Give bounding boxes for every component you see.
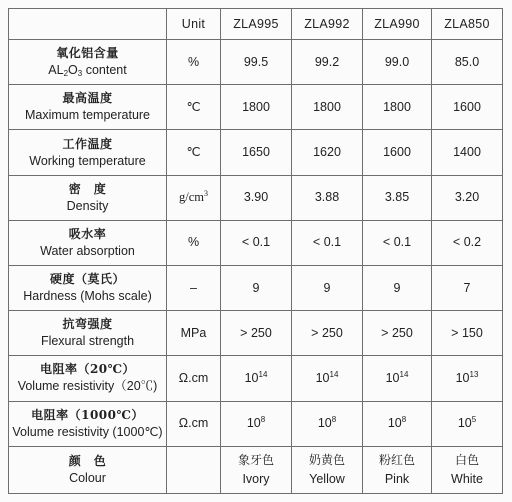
value-cell: 3.85: [363, 175, 432, 220]
property-name-cn: 吸水率: [68, 226, 107, 241]
value-cell: [292, 401, 363, 446]
property-cell: [9, 40, 167, 85]
value-cell: [221, 401, 292, 446]
value-cell: [363, 446, 432, 493]
property-name-cn: 氧化铝含量: [56, 46, 119, 61]
property-name-cn: 颜 色: [68, 453, 107, 468]
value-cell: [432, 446, 503, 493]
property-name-en: Working temperature: [29, 153, 146, 168]
property-cell: [9, 175, 167, 220]
value-cell: [363, 356, 432, 401]
unit-cell: %: [167, 220, 221, 265]
table-row: [9, 175, 503, 220]
value-cell: [221, 446, 292, 493]
property-name-en: Maximum temperature: [24, 108, 151, 123]
property-cell: [9, 85, 167, 130]
value-base: 10: [457, 416, 472, 431]
table-row: [9, 356, 503, 401]
value-base: 10: [387, 416, 402, 431]
property-cell: [9, 356, 167, 401]
colour-name-en: Yellow: [309, 471, 345, 486]
value-cell: 99.5: [221, 40, 292, 85]
value-cell: 99.2: [292, 40, 363, 85]
table-row: [9, 401, 503, 446]
unit-cell: –: [167, 265, 221, 310]
value-exponent: 14: [258, 369, 268, 379]
property-cell: [9, 401, 167, 446]
value-cell: 85.0: [432, 40, 503, 85]
header-grade-zla992: ZLA992: [292, 9, 363, 40]
value-cell: [432, 401, 503, 446]
colour-name-cn: 粉红色: [378, 452, 415, 467]
value-exponent: 13: [469, 369, 479, 379]
value-exponent: 14: [329, 369, 339, 379]
value-cell: [292, 446, 363, 493]
property-name-cn: 电阻率（1000℃）: [31, 407, 144, 422]
header-grade-zla990: ZLA990: [363, 9, 432, 40]
value-cell: 99.0: [363, 40, 432, 85]
property-name-en: Colour: [69, 470, 106, 485]
value-cell: 9: [221, 265, 292, 310]
property-name-en: Flexural strength: [40, 334, 135, 349]
property-name-en: Water absorption: [40, 243, 135, 258]
property-cell: [9, 446, 167, 493]
formula-al: AL: [48, 63, 64, 78]
unit-cell: %: [167, 40, 221, 85]
table-row: [9, 311, 503, 356]
unit-cell: ℃: [167, 85, 221, 130]
formula-o: O: [68, 63, 78, 78]
value-base: 10: [315, 370, 330, 385]
value-exponent: 8: [331, 415, 337, 425]
value-exponent: 8: [260, 415, 266, 425]
formula-suffix: content: [82, 63, 127, 78]
value-cell: 3.20: [432, 175, 503, 220]
colour-name-cn: 奶黄色: [308, 452, 345, 467]
value-exponent: 8: [401, 415, 407, 425]
unit-cell: Ω.cm: [167, 356, 221, 401]
value-cell: 1800: [292, 85, 363, 130]
header-grade-zla995: ZLA995: [221, 9, 292, 40]
properties-table: [8, 8, 503, 494]
colour-name-en: Pink: [384, 471, 410, 486]
header-grade-zla850: ZLA850: [432, 9, 503, 40]
colour-name-en: White: [451, 471, 483, 486]
unit-cell: Ω.cm: [167, 401, 221, 446]
value-cell: 1600: [432, 85, 503, 130]
value-base: 10: [244, 370, 259, 385]
colour-name-en: Ivory: [242, 471, 270, 486]
value-cell: < 0.1: [363, 220, 432, 265]
table-row: [9, 265, 503, 310]
table-header-row: [9, 9, 503, 40]
value-cell: < 0.1: [292, 220, 363, 265]
value-cell: 1400: [432, 130, 503, 175]
value-base: 10: [317, 416, 332, 431]
property-cell: [9, 265, 167, 310]
unit-cell: MPa: [167, 311, 221, 356]
property-name-cn: 电阻率（20℃）: [39, 362, 136, 377]
value-cell: 1620: [292, 130, 363, 175]
property-name-cn: 抗弯强度: [62, 317, 113, 332]
value-cell: [432, 356, 503, 401]
value-exponent: 14: [399, 369, 409, 379]
property-name-en: Volume resistivity（20℃): [17, 379, 158, 394]
header-property-cell: [9, 9, 167, 40]
table-row: [9, 130, 503, 175]
value-cell: < 0.1: [221, 220, 292, 265]
value-cell: 1800: [221, 85, 292, 130]
property-name-cn: 密 度: [68, 181, 107, 196]
value-cell: 1800: [363, 85, 432, 130]
table-row: [9, 220, 503, 265]
value-cell: > 250: [363, 311, 432, 356]
value-cell: 9: [363, 265, 432, 310]
property-name-cn: 硬度（莫氏）: [49, 272, 125, 287]
value-exponent: 5: [471, 415, 477, 425]
unit-superscript: 3: [204, 189, 208, 199]
value-cell: > 250: [221, 311, 292, 356]
value-cell: > 250: [292, 311, 363, 356]
value-cell: [363, 401, 432, 446]
table-row: [9, 446, 503, 493]
value-cell: > 150: [432, 311, 503, 356]
property-name-en: Volume resistivity (1000℃): [12, 424, 163, 439]
value-cell: 9: [292, 265, 363, 310]
value-base: 10: [246, 416, 261, 431]
property-cell: [9, 311, 167, 356]
property-cell: [9, 130, 167, 175]
colour-name-cn: 象牙色: [237, 452, 274, 467]
value-cell: 3.88: [292, 175, 363, 220]
properties-table-sheet: [8, 8, 502, 494]
value-cell: 3.90: [221, 175, 292, 220]
property-name-en: [9, 63, 166, 78]
value-base: 10: [385, 370, 400, 385]
value-cell: < 0.2: [432, 220, 503, 265]
value-cell: [221, 356, 292, 401]
header-unit: Unit: [167, 9, 221, 40]
unit-base: g/cm: [179, 190, 204, 205]
property-cell: [9, 220, 167, 265]
formula-sub-3: 3: [77, 69, 83, 79]
value-cell: 1650: [221, 130, 292, 175]
table-row: [9, 40, 503, 85]
property-name-en: Density: [66, 198, 109, 213]
unit-cell: [167, 446, 221, 493]
property-name-cn: 最高温度: [62, 91, 113, 106]
formula-sub-2: 2: [63, 69, 69, 79]
property-name-en: Hardness (Mohs scale): [23, 289, 152, 304]
table-row: [9, 85, 503, 130]
unit-cell: [167, 175, 221, 220]
value-cell: [292, 356, 363, 401]
value-cell: 7: [432, 265, 503, 310]
value-base: 10: [455, 370, 470, 385]
property-name-cn: 工作温度: [62, 136, 113, 151]
value-cell: 1600: [363, 130, 432, 175]
colour-name-cn: 白色: [454, 452, 479, 467]
unit-cell: ℃: [167, 130, 221, 175]
